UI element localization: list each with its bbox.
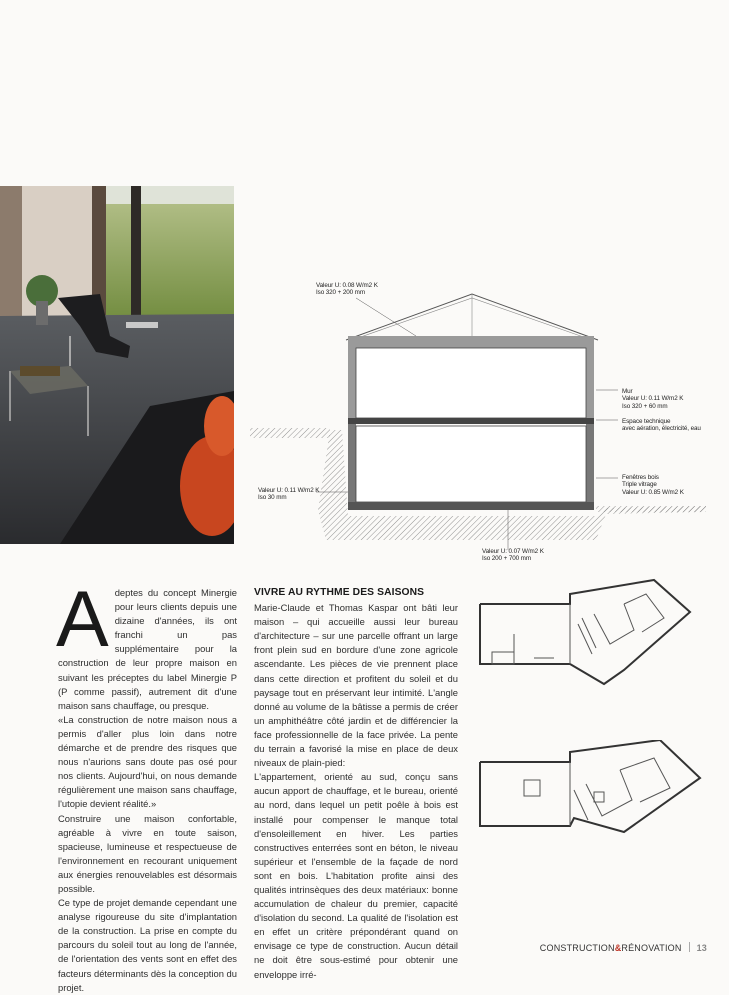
floor-plan-upper (474, 574, 714, 694)
floor-u-value-label: Valeur U: 0.07 W/m2 K Iso 200 + 700 mm (482, 548, 544, 563)
roof-u-value-label: Valeur U: 0.08 W/m2 K Iso 320 + 200 mm (316, 282, 378, 297)
wall-u-value-label: Mur Valeur U: 0.11 W/m2 K Iso 320 + 60 mm (622, 388, 684, 410)
paragraph: Marie-Claude et Thomas Kaspar ont bâti leur maison – qui accueille aussi leur bureau d'architecture – sur une parcelle offrant un large front plein sud en bordure d'une zone agricole ascendante. Les pièces de vie prennent place dans cette direction et profitent du soleil et du paysage tout en préservant leur intimité. L'angle donné au volume de la bâtisse a permis de créer un amphithéâtre côté jardin et de différencier la face professionnelle de la face privée. La pente du terrain a favorisé la mise en place de deux niveaux de plain-pied: (254, 602, 458, 769)
paragraph: L'appartement, orienté au sud, conçu sans aucun apport de chauffage, et le bureau, orienté au nord, dans lequel un petit poêle à bois est installé pour compenser le manque total d'ensoleillement en hiver. Les parties constructives enterrées sont en béton, le niveau supérieur et l'ensemble de la façade de nord sont en bois. L'habitation profite ainsi des qualités intrinsèques des deux matériaux: bonne accumulation de chaleur du premier, capacité d'isolation du second. La qualité de l'isolation est en effet un critère prépondérant quand on envisage ce type de construction. Aucun détail ne doit être sous-estimé pour obtenir une enveloppe irré- (254, 771, 458, 980)
intro-paragraph (56, 574, 237, 713)
article-column-1 (56, 574, 237, 995)
interior-photo (0, 186, 234, 544)
basement-wall-u-value-label: Valeur U: 0.11 W/m2 K Iso 30 mm (258, 487, 320, 502)
paragraph: Ce type de projet demande cependant une analyse rigoureuse du site d'implantation de la construction. La prise en compte du parcours du soleil tout au long de l'année, de l'orientation des vents sont en effet des facteurs déterminants dès la conception du projet. (58, 897, 237, 993)
magazine-ampersand: & (614, 943, 622, 953)
magazine-name-left: CONSTRUCTION (539, 943, 615, 953)
floor-plan-lower (474, 740, 714, 860)
intro-text: deptes du concept Minergie pour leurs clients depuis une dizaine d'années, ils ont franchi un pas supplémentaire pour la construction de leur propre maison en suivant les préceptes du label Minergie P (P comme passif), autrement dit d'une maison sans chauffage, ou presque. (58, 587, 237, 711)
footer-divider (689, 942, 690, 952)
window-u-value-label: Fenêtres bois Triple vitrage Valeur U: 0.85 W/m2 K (622, 474, 684, 496)
dropcap: A (56, 574, 109, 663)
page-number: 13 (696, 943, 707, 953)
section-heading: VIVRE AU RYTHME DES SAISONS (254, 587, 425, 598)
page-footer (540, 942, 707, 953)
quote-paragraph: «La construction de notre maison nous a permis d'aller plus loin dans notre démarche et de prendre des risques que nous n'aurions sans doute pas osé pour nos clients. Aujourd'hui, on nous demande régulièrement une maison sans chauffage, l'utopie devient réalité.» (58, 713, 237, 810)
technical-space-label: Espace technique avec aération, électricité, eau (622, 418, 701, 433)
article-column-2 (254, 586, 458, 982)
magazine-name-right: RÉNOVATION (621, 943, 682, 953)
paragraph: Construire une maison confortable, agréable à vivre en toute saison, spacieuse, lumineuse et respectueuse de l'environnement en recourant uniquement aux énergies renouvelables est désormais possible. (58, 812, 237, 894)
